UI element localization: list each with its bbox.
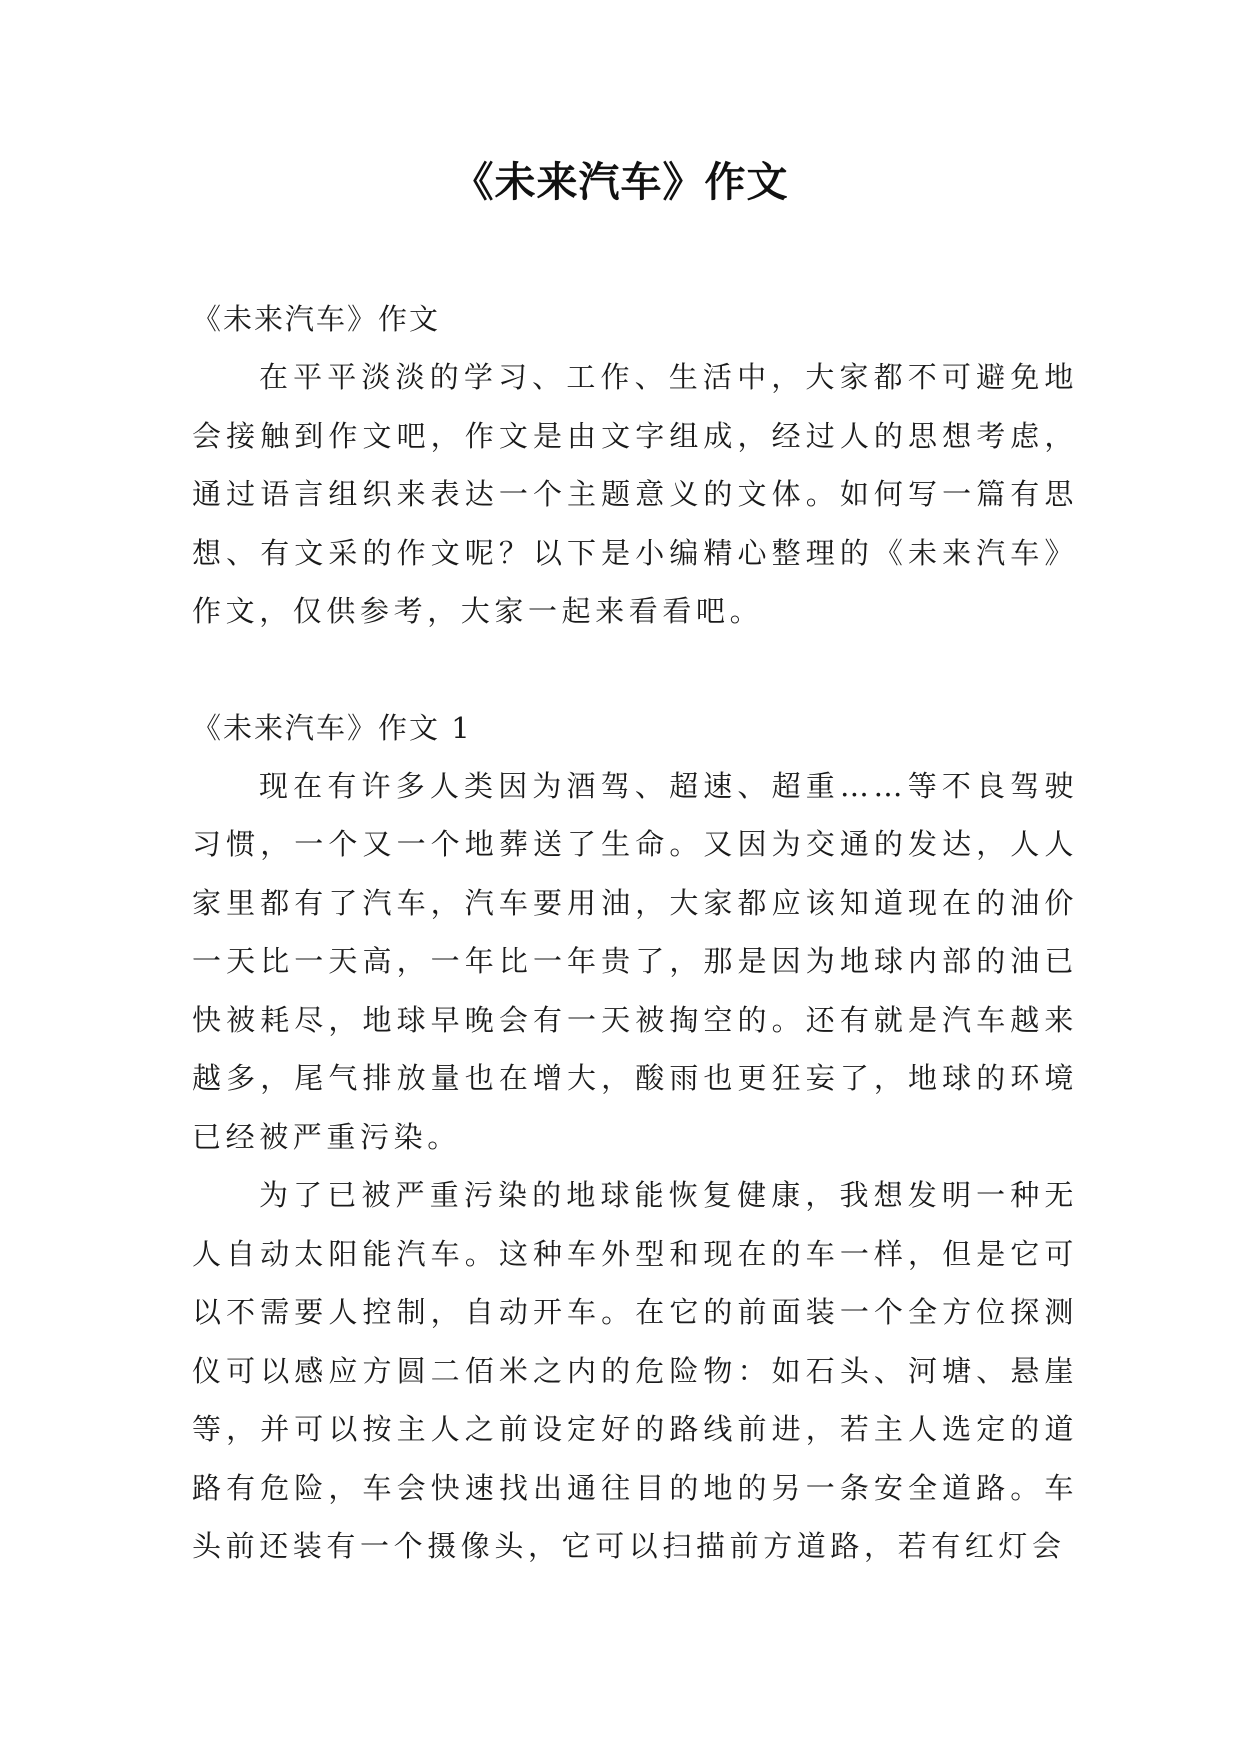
essay-paragraph-2: 为了已被严重污染的地球能恢复健康，我想发明一种无人自动太阳能汽车。这种车外型和现在的车一样，但是它可以不需要人控制，自动开车。在它的前面装一个全方位探测仪可以感应方圆二佰米之内的危险物：如石头、河塘、悬崖等，并可以按主人之前设定好的路线前进，若主人选定的道路有危险，车会快速找出通往目的地的另一条安全道路。车头前还装有一个摄像头，它可以扫描前方道路，若有红灯会	[192, 1178, 1078, 1563]
essay-paragraph-1: 现在有许多人类因为酒驾、超速、超重……等不良驾驶习惯，一个又一个地葬送了生命。又因为交通的发达，人人家里都有了汽车，汽车要用油，大家都应该知道现在的油价一天比一天高，一年比一年贵了，那是因为地球内部的油已快被耗尽，地球早晚会有一天被掏空的。还有就是汽车越来越多，尾气排放量也在增大，酸雨也更狂妄了，地球的环境已经被严重污染。	[192, 768, 1078, 1154]
intro-heading: 《未来汽车》作文	[192, 302, 441, 336]
document-body	[192, 290, 1078, 1576]
intro-paragraph: 在平平淡淡的学习、工作、生活中，大家都不可避免地会接触到作文吧，作文是由文字组成，经过人的思想考虑，通过语言组织来表达一个主题意义的文体。如何写一篇有思想、有文采的作文呢？以下是小编精心整理的《未来汽车》作文，仅供参考，大家一起来看看吧。	[192, 360, 1078, 628]
section-spacer	[192, 641, 1078, 699]
essay-heading: 《未来汽车》作文 1	[192, 710, 472, 745]
document-title: 《未来汽车》作文	[452, 158, 789, 206]
